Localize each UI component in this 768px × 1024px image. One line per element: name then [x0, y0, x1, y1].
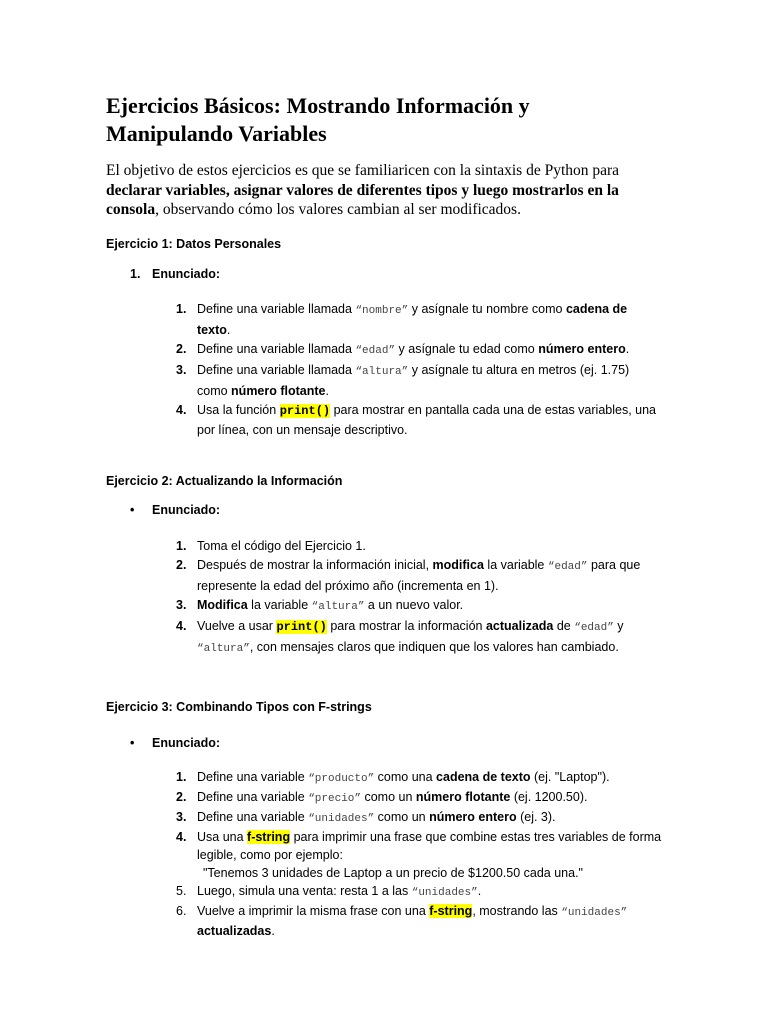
item-text: y asígnale tu edad como	[395, 342, 539, 356]
item-bold: actualizada	[485, 619, 554, 633]
item-number: 1.	[176, 770, 187, 784]
code-variable: “unidades”	[411, 887, 478, 899]
item-bold: modifica	[432, 558, 484, 572]
item-text: para mostrar en pantalla cada una de estas variables, una por línea, con un mensaje descriptivo.	[197, 403, 657, 437]
item-bold: número entero	[429, 810, 517, 824]
highlighted-term: f-string	[429, 904, 473, 918]
code-variable: “precio”	[308, 793, 361, 805]
exercise-1-enunciado	[130, 266, 220, 282]
code-variable: “edad”	[547, 561, 588, 573]
exercise-2-item-1	[176, 537, 662, 556]
item-bold: número flotante	[231, 384, 326, 398]
code-variable: “altura”	[355, 366, 409, 378]
item-text: Define una variable llamada	[197, 302, 356, 316]
item-number: 3.	[176, 810, 187, 824]
item-number: 2.	[176, 342, 187, 356]
exercise-2-item-2	[176, 556, 662, 596]
code-variable: “altura”	[197, 643, 250, 655]
item-text: y asígnale tu altura en metros (ej. 1.75) como	[197, 363, 630, 398]
code-variable: “edad”	[355, 345, 396, 357]
item-text: (ej. 3).	[516, 810, 556, 824]
item-text: , con mensajes claros que indiquen que los valores han cambiado.	[249, 640, 619, 654]
exercise-1-enunciado-label: Enunciado:	[152, 267, 221, 281]
code-variable: “nombre”	[355, 305, 409, 317]
bullet-icon: •	[130, 503, 135, 517]
exercise-2-title: Ejercicio 2: Actualizando la Información	[106, 474, 343, 488]
item-text: de	[553, 619, 575, 633]
item-number: 4.	[176, 403, 187, 417]
item-text: .	[477, 884, 482, 898]
item-bold: actualizadas	[197, 924, 272, 938]
item-bold: número entero	[538, 342, 626, 356]
intro-text-2: , observando cómo los valores cambian al ser modificados.	[155, 201, 521, 218]
item-text: Después de mostrar la información inicial,	[197, 558, 433, 572]
item-bold: número flotante	[415, 790, 511, 804]
item-text: Define una variable llamada	[197, 363, 356, 377]
item-number: 1.	[176, 302, 187, 316]
highlighted-code: print()	[279, 404, 331, 418]
highlighted-code: print()	[276, 620, 327, 634]
item-text: Usa la función	[197, 403, 280, 417]
intro-text-1: El objetivo de estos ejercicios es que se familiaricen con la sintaxis de Python para	[106, 162, 620, 179]
item-text: Define una variable	[197, 810, 309, 824]
item-number: 2.	[176, 558, 187, 572]
item-bold: Modifica	[197, 598, 248, 612]
item-text: (ej. 1200.50).	[510, 790, 588, 804]
item-number: 3.	[176, 363, 187, 377]
intro-text-bold: declarar variables, asignar valores de diferentes tipos y luego mostrarlos en la consola	[106, 181, 619, 218]
item-text: Usa una	[197, 830, 248, 844]
item-number: 6.	[176, 904, 187, 918]
exercise-2-item-3	[176, 596, 662, 617]
exercise-1-title: Ejercicio 1: Datos Personales	[106, 237, 282, 251]
bullet-icon: •	[130, 736, 135, 750]
code-variable: “edad”	[574, 622, 614, 634]
item-text: , mostrando las	[472, 904, 562, 918]
item-text: la variable	[483, 558, 548, 572]
exercise-2-enunciado	[130, 502, 220, 518]
exercise-1-marker: 1.	[130, 267, 141, 281]
item-text: Toma el código del Ejercicio 1.	[197, 539, 366, 553]
item-text: (ej. "Laptop").	[530, 770, 610, 784]
highlighted-term: f-string	[247, 830, 291, 844]
item-text: .	[325, 384, 329, 398]
item-number: 5.	[176, 884, 187, 898]
item-bold: cadena de texto	[436, 770, 531, 784]
intro-paragraph	[106, 161, 626, 220]
item-text: Vuelve a usar	[197, 619, 277, 633]
exercise-3-item-5	[176, 882, 662, 902]
item-text: como un	[374, 810, 430, 824]
item-text: Define una variable	[197, 790, 309, 804]
item-number: 4.	[176, 619, 187, 633]
item-text: y asígnale tu nombre como	[408, 302, 566, 316]
item-text: para imprimir una frase que combine estas tres variables de forma legible, como por ejemplo:	[197, 830, 662, 862]
item-text: Define una variable	[197, 770, 309, 784]
item-text: Vuelve a imprimir la misma frase con una	[197, 904, 430, 918]
exercise-3-item-2	[176, 788, 662, 808]
code-variable: “producto”	[308, 773, 375, 785]
exercise-1-item-1	[176, 300, 662, 340]
item-text: Luego, simula una venta: resta 1 a las	[197, 884, 412, 898]
exercise-1-list	[176, 300, 662, 440]
exercise-1-item-4	[176, 401, 662, 440]
item-text: a un nuevo valor.	[364, 598, 464, 612]
code-variable: “altura”	[311, 601, 365, 613]
document-title: Ejercicios Básicos: Mostrando Información y Manipulando Variables	[106, 93, 530, 146]
exercise-3-item-6	[176, 902, 662, 940]
item-text: y	[613, 619, 624, 633]
code-variable: “unidades”	[561, 907, 628, 919]
item-number: 3.	[176, 598, 187, 612]
item-number: 4.	[176, 830, 187, 844]
item-text: .	[271, 924, 275, 938]
item-bold: cadena de texto	[197, 302, 628, 337]
item-text: como una	[374, 770, 437, 784]
exercise-3-enunciado	[130, 735, 220, 751]
exercise-3-item-1	[176, 768, 662, 788]
exercise-3-item-4	[176, 828, 662, 882]
exercise-3-title: Ejercicio 3: Combinando Tipos con F-strings	[106, 700, 372, 714]
exercise-2-list	[176, 537, 662, 659]
item-text: .	[226, 323, 231, 337]
item-text: Define una variable llamada	[197, 342, 356, 356]
item-text: .	[625, 342, 630, 356]
exercise-2-item-4	[176, 617, 662, 659]
exercise-1-item-3	[176, 361, 662, 401]
code-variable: “unidades”	[308, 813, 375, 825]
item-number: 2.	[176, 790, 187, 804]
example-quote: "Tenemos 3 unidades de Laptop a un precio de $1200.50 cada una."	[203, 866, 583, 880]
exercise-1-item-2	[176, 340, 662, 361]
item-text: para que represente la edad del próximo año (incrementa en 1).	[197, 558, 641, 593]
item-text: la variable	[247, 598, 312, 612]
item-text: para mostrar la información	[326, 619, 486, 633]
item-number: 1.	[176, 539, 187, 553]
exercise-2-enunciado-label: Enunciado:	[152, 503, 221, 517]
item-text: como un	[361, 790, 416, 804]
exercise-3-list	[176, 768, 662, 940]
exercise-3-item-3	[176, 808, 662, 828]
exercise-3-enunciado-label: Enunciado:	[152, 736, 221, 750]
